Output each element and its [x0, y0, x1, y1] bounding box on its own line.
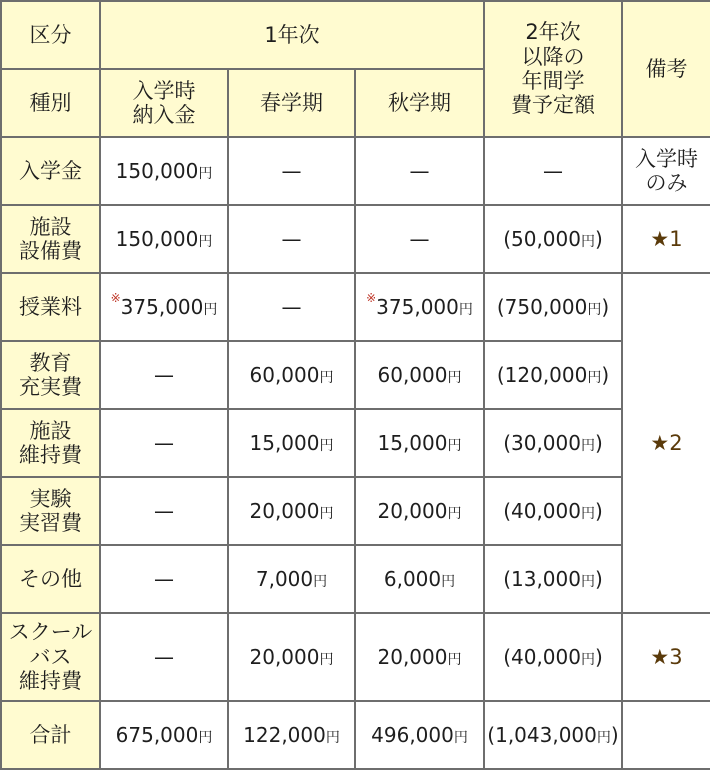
amount-cell-c4: [484, 613, 622, 701]
star-number: 1: [669, 226, 683, 251]
amount-value: 150,000: [115, 158, 199, 183]
dash-mark: —: [154, 566, 174, 591]
table-row: [1, 409, 710, 477]
amount-value: 30,000: [511, 430, 581, 455]
header-second-year-line-4: 費予定額: [511, 93, 595, 118]
yen-unit: 円: [325, 729, 340, 746]
amount-cell-c4: [484, 545, 622, 613]
paren-open: (: [496, 362, 505, 387]
paren-close: ): [601, 294, 610, 319]
amount-cell-c1: [100, 701, 228, 769]
dash-mark: —: [409, 226, 430, 251]
note-cell: [622, 137, 710, 205]
star-icon: ★: [650, 430, 670, 455]
amount-value: 50,000: [511, 226, 581, 251]
yen-unit: 円: [441, 573, 456, 590]
row-label: [1, 205, 100, 273]
asterisk-mark: ※: [366, 290, 377, 305]
amount-value: 13,000: [511, 566, 581, 591]
amount-value: 20,000: [249, 498, 320, 523]
row-label-line: 実験: [29, 486, 72, 511]
amount-cell-c1: [100, 545, 228, 613]
amount-value: 1,043,000: [495, 722, 597, 747]
amount-cell-c4: [484, 137, 622, 205]
yen-unit: 円: [203, 301, 218, 318]
amount-value: 375,000: [376, 294, 459, 319]
amount-value: 40,000: [511, 498, 581, 523]
amount-value: 6,000: [383, 566, 442, 591]
row-label: [1, 545, 100, 613]
amount-cell-c3: [355, 477, 484, 545]
yen-unit: 円: [447, 651, 462, 668]
asterisk-mark: ※: [110, 290, 121, 305]
yen-unit: 円: [587, 369, 602, 386]
row-label-line: 充実費: [19, 375, 82, 399]
amount-value: 750,000: [504, 294, 588, 319]
row-label: [1, 477, 100, 545]
row-label-line: その他: [19, 566, 82, 591]
amount-cell-c3: [355, 205, 484, 273]
yen-unit: 円: [319, 437, 334, 454]
row-label-line: 維持費: [19, 443, 82, 467]
amount-value: 496,000: [371, 722, 454, 747]
yen-unit: 円: [580, 233, 595, 250]
header-spring: 春学期: [228, 69, 355, 137]
amount-cell-c2: [228, 273, 355, 341]
amount-cell-c4: [484, 701, 622, 769]
star-number: 2: [669, 430, 683, 455]
amount-cell-c2: [228, 613, 355, 701]
table-row: [1, 273, 710, 341]
amount-cell-c4: [484, 477, 622, 545]
header-second-year: [484, 1, 622, 137]
star-icon: ★: [650, 644, 670, 669]
yen-unit: 円: [447, 437, 462, 454]
table-row: [1, 137, 710, 205]
row-label-line: 維持費: [19, 669, 82, 694]
row-label-line: 設備費: [19, 239, 82, 263]
dash-mark: —: [154, 498, 174, 523]
amount-value: 15,000: [249, 430, 320, 455]
header-biko: 備考: [622, 1, 710, 137]
amount-cell-c2: [228, 205, 355, 273]
yen-unit: 円: [319, 505, 334, 522]
amount-cell-c2: [228, 545, 355, 613]
amount-value: 675,000: [115, 722, 199, 747]
note-line: 入学時: [635, 146, 698, 171]
row-label-line: スクール: [8, 620, 93, 645]
paren-close: ): [594, 566, 603, 591]
yen-unit: 円: [458, 301, 473, 318]
row-label-line: 授業料: [19, 294, 82, 319]
dash-mark: —: [409, 158, 430, 183]
amount-cell-c2: [228, 701, 355, 769]
paren-close: ): [610, 722, 619, 747]
row-label: [1, 701, 100, 769]
amount-cell-c1: [100, 341, 228, 409]
row-label-line: バス: [29, 644, 72, 669]
amount-cell-c4: [484, 409, 622, 477]
header-autumn: 秋学期: [355, 69, 484, 137]
dash-mark: —: [154, 430, 174, 455]
yen-unit: 円: [580, 437, 595, 454]
row-label: [1, 341, 100, 409]
yen-unit: 円: [313, 573, 328, 590]
yen-unit: 円: [580, 573, 595, 590]
amount-value: 150,000: [115, 226, 199, 251]
dash-mark: —: [281, 158, 302, 183]
amount-cell-c1: [100, 613, 228, 701]
row-label: [1, 409, 100, 477]
header-kubun: 区分: [1, 1, 100, 69]
row-label: [1, 137, 100, 205]
note-star-1: [622, 205, 710, 273]
fee-rows: [1, 137, 710, 769]
header-first-year: 1年次: [100, 1, 484, 69]
row-label: [1, 273, 100, 341]
amount-cell-c1: [100, 477, 228, 545]
paren-close: ): [601, 362, 610, 387]
dash-mark: —: [281, 226, 302, 251]
dash-mark: —: [281, 294, 302, 319]
paren-open: (: [503, 566, 511, 591]
paren-open: (: [503, 498, 511, 523]
dash-mark: —: [154, 644, 174, 669]
star-icon: ★: [650, 226, 670, 251]
amount-cell-c1: [100, 273, 228, 341]
dash-mark: —: [154, 362, 174, 387]
yen-unit: 円: [580, 651, 595, 668]
amount-value: 40,000: [511, 644, 581, 669]
amount-cell-c3: [355, 701, 484, 769]
yen-unit: 円: [596, 729, 611, 746]
amount-value: 120,000: [504, 362, 588, 387]
paren-open: (: [503, 430, 511, 455]
note-empty: [622, 701, 710, 769]
amount-value: 7,000: [255, 566, 314, 591]
amount-cell-c2: [228, 341, 355, 409]
amount-cell-c3: [355, 613, 484, 701]
yen-unit: 円: [198, 729, 213, 746]
note-star-3: [622, 613, 710, 701]
yen-unit: 円: [447, 369, 462, 386]
amount-cell-c4: [484, 341, 622, 409]
amount-cell-c3: [355, 341, 484, 409]
table-row: [1, 701, 710, 769]
amount-value: 375,000: [120, 294, 204, 319]
amount-cell-c3: [355, 273, 484, 341]
yen-unit: 円: [319, 651, 334, 668]
note-line: のみ: [645, 171, 688, 195]
amount-cell-c4: [484, 273, 622, 341]
amount-value: 20,000: [377, 498, 448, 523]
paren-open: (: [503, 226, 511, 251]
header-second-year-line-1: 2年次: [525, 20, 581, 45]
amount-cell-c3: [355, 409, 484, 477]
amount-cell-c2: [228, 137, 355, 205]
amount-cell-c1: [100, 409, 228, 477]
paren-open: (: [503, 644, 511, 669]
table-row: [1, 545, 710, 613]
table-row: [1, 205, 710, 273]
amount-cell-c3: [355, 137, 484, 205]
row-label-line: 入学金: [19, 158, 82, 183]
header-second-year-line-3: 年間学: [521, 69, 585, 93]
header-admission-line-2: 納入金: [132, 103, 196, 127]
amount-cell-c2: [228, 409, 355, 477]
amount-cell-c2: [228, 477, 355, 545]
yen-unit: 円: [198, 233, 213, 250]
paren-close: ): [594, 430, 603, 455]
amount-value: 20,000: [249, 644, 320, 669]
paren-open: (: [487, 722, 496, 747]
dash-mark: —: [543, 158, 563, 183]
table-row: [1, 341, 710, 409]
paren-open: (: [496, 294, 505, 319]
yen-unit: 円: [319, 369, 334, 386]
amount-value: 122,000: [243, 722, 326, 747]
row-label: [1, 613, 100, 701]
amount-value: 60,000: [377, 362, 448, 387]
amount-cell-c3: [355, 545, 484, 613]
paren-close: ): [594, 644, 603, 669]
star-number: 3: [669, 644, 683, 669]
amount-value: 15,000: [377, 430, 448, 455]
note-star-2: [622, 273, 710, 613]
yen-unit: 円: [580, 505, 595, 522]
yen-unit: 円: [587, 301, 602, 318]
amount-cell-c1: [100, 205, 228, 273]
row-label-line: 教育: [29, 350, 72, 375]
header-admission-payment: [100, 69, 228, 137]
amount-value: 20,000: [377, 644, 448, 669]
paren-close: ): [594, 226, 603, 251]
header-row-1: [1, 1, 710, 69]
yen-unit: 円: [198, 165, 213, 182]
row-label-line: 実習費: [19, 511, 82, 535]
header-admission-line-1: 入学時: [132, 78, 196, 103]
header-shubetsu: 種別: [1, 69, 100, 137]
table-row: [1, 613, 710, 701]
amount-value: 60,000: [249, 362, 320, 387]
row-label-line: 合計: [29, 722, 72, 747]
yen-unit: 円: [447, 505, 462, 522]
table-row: [1, 477, 710, 545]
amount-cell-c1: [100, 137, 228, 205]
amount-cell-c4: [484, 205, 622, 273]
yen-unit: 円: [453, 729, 468, 746]
row-label-line: 施設: [29, 418, 72, 443]
header-second-year-line-2: 以降の: [521, 44, 585, 69]
row-label-line: 施設: [29, 214, 72, 239]
paren-close: ): [594, 498, 603, 523]
